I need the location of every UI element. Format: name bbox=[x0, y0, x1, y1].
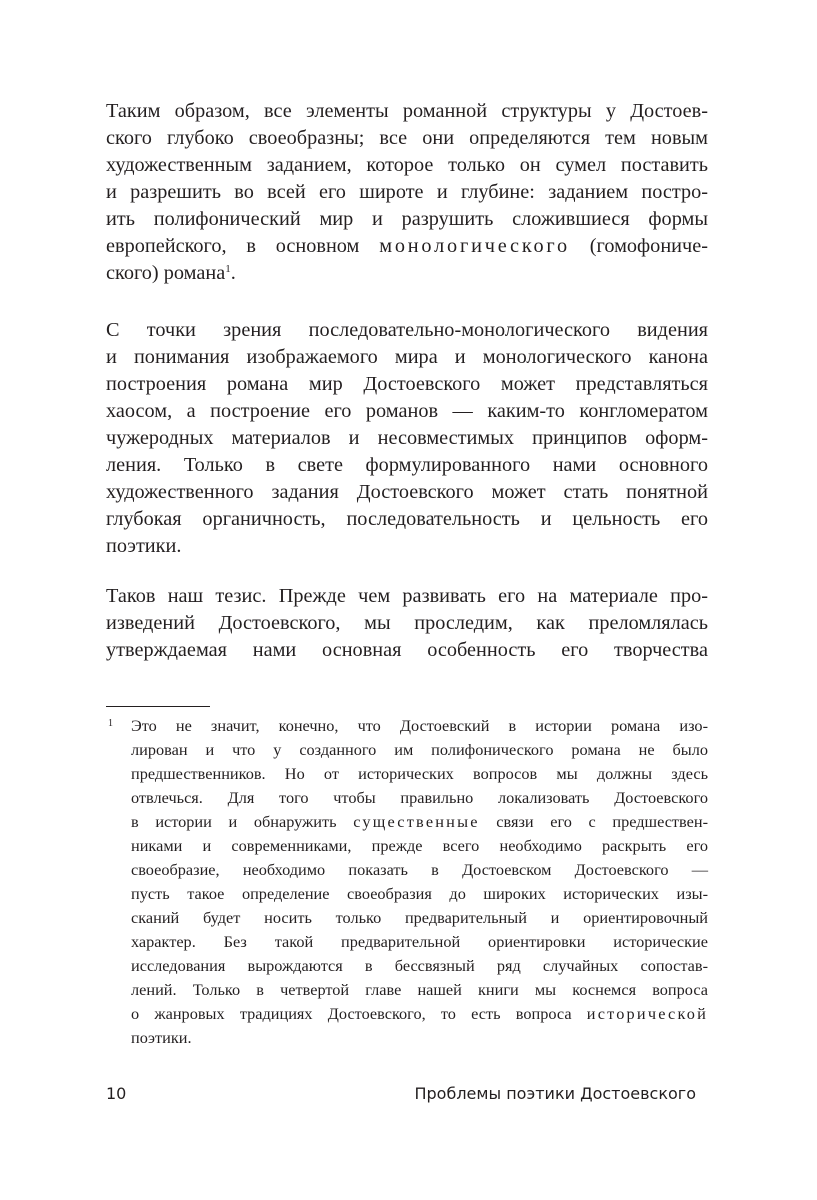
text-line: изведений Достоевского, мы проследим, как преломлялась bbox=[106, 612, 708, 634]
text-line bbox=[106, 260, 708, 287]
text-line: Таков наш тезис. Прежде чем развивать его на материале про- bbox=[106, 585, 708, 607]
text-line: художественного задания Достоевского может стать понятной bbox=[106, 481, 708, 503]
text-line: ления. Только в свете формулированного нами основного bbox=[106, 454, 708, 476]
text-fragment: в истории и обнаружить bbox=[131, 812, 354, 831]
footnote-reference[interactable]: 1 bbox=[225, 263, 231, 275]
text-line: ского глубоко своеобразны; все они определяются тем новым bbox=[106, 127, 708, 149]
emphasized-word: существенные bbox=[353, 812, 480, 831]
emphasized-word: исторической bbox=[586, 1004, 708, 1023]
paragraph-1 bbox=[106, 98, 708, 287]
text-line: хаосом, а построение его романов — каким-то конгломератом bbox=[106, 400, 708, 422]
text-fragment: о жанровых традициях Достоевского, то есть вопроса bbox=[131, 1004, 587, 1023]
text-fragment: европейского, в основном bbox=[106, 235, 380, 257]
text-line: и разрешить во всей его широте и глубине: заданием постро- bbox=[106, 181, 708, 203]
text-fragment: (гомофониче- bbox=[569, 235, 708, 257]
running-title: Проблемы поэтики Достоевского bbox=[414, 1084, 696, 1103]
footnote-line bbox=[131, 1002, 708, 1026]
text-line: художественным заданием, которое только он сумел поставить bbox=[106, 154, 708, 176]
text-line: С точки зрения последовательно-монологического видения bbox=[106, 319, 708, 341]
page-number: 10 bbox=[106, 1084, 127, 1103]
footnote-line: отвлечься. Для того чтобы правильно локализовать Достоевского bbox=[131, 788, 708, 807]
footnote-line: поэтики. bbox=[131, 1028, 192, 1047]
text-line: Таким образом, все элементы романной структуры у Достоев- bbox=[106, 100, 708, 122]
text-line bbox=[106, 233, 708, 260]
footnote-marker: 1 bbox=[108, 718, 113, 729]
footnote-line: лирован и что у созданного им полифонического романа не было bbox=[131, 740, 708, 759]
footnote-line: никами и современниками, прежде всего необходимо раскрыть его bbox=[131, 836, 708, 855]
footnote-line bbox=[131, 810, 708, 834]
text-fragment: связи его с предшествен- bbox=[479, 812, 708, 831]
text-line: глубокая органичность, последовательность и цельность его bbox=[106, 508, 708, 530]
footnote-text bbox=[131, 714, 708, 1050]
text-line: поэтики. bbox=[106, 535, 182, 557]
text-line: утверждаемая нами основная особенность его творчества bbox=[106, 639, 708, 661]
text-fragment: . bbox=[230, 262, 236, 284]
paragraph-2 bbox=[106, 317, 708, 560]
footnote-line: характер. Без такой предварительной ориентировки исторические bbox=[131, 932, 708, 951]
footnote-divider bbox=[106, 706, 210, 707]
text-line: построения романа мир Достоевского может представляться bbox=[106, 373, 708, 395]
footnote-line: пусть такое определение своеобразия до широких исторических изы- bbox=[131, 884, 708, 903]
footnote-line: предшественников. Но от исторических вопросов мы должны здесь bbox=[131, 764, 708, 783]
paragraph-3 bbox=[106, 583, 708, 664]
emphasized-word: монологического bbox=[379, 235, 570, 257]
footnote-line: сканий будет носить только предварительный и ориентировочный bbox=[131, 908, 708, 927]
footnote-line: лений. Только в четвертой главе нашей книги мы коснемся вопроса bbox=[131, 980, 708, 999]
text-fragment: ского) романа bbox=[106, 262, 226, 284]
footnote-line: своеобразие, необходимо показать в Достоевском Достоевского — bbox=[131, 860, 708, 879]
text-line: и понимания изображаемого мира и монологического канона bbox=[106, 346, 708, 368]
text-line: ить полифонический мир и разрушить сложившиеся формы bbox=[106, 208, 708, 230]
footnote-line: Это не значит, конечно, что Достоевский в истории романа изо- bbox=[131, 716, 708, 735]
text-line: чужеродных материалов и несовместимых принципов оформ- bbox=[106, 427, 708, 449]
footnote-line: исследования вырождаются в бессвязный ряд случайных сопостав- bbox=[131, 956, 708, 975]
